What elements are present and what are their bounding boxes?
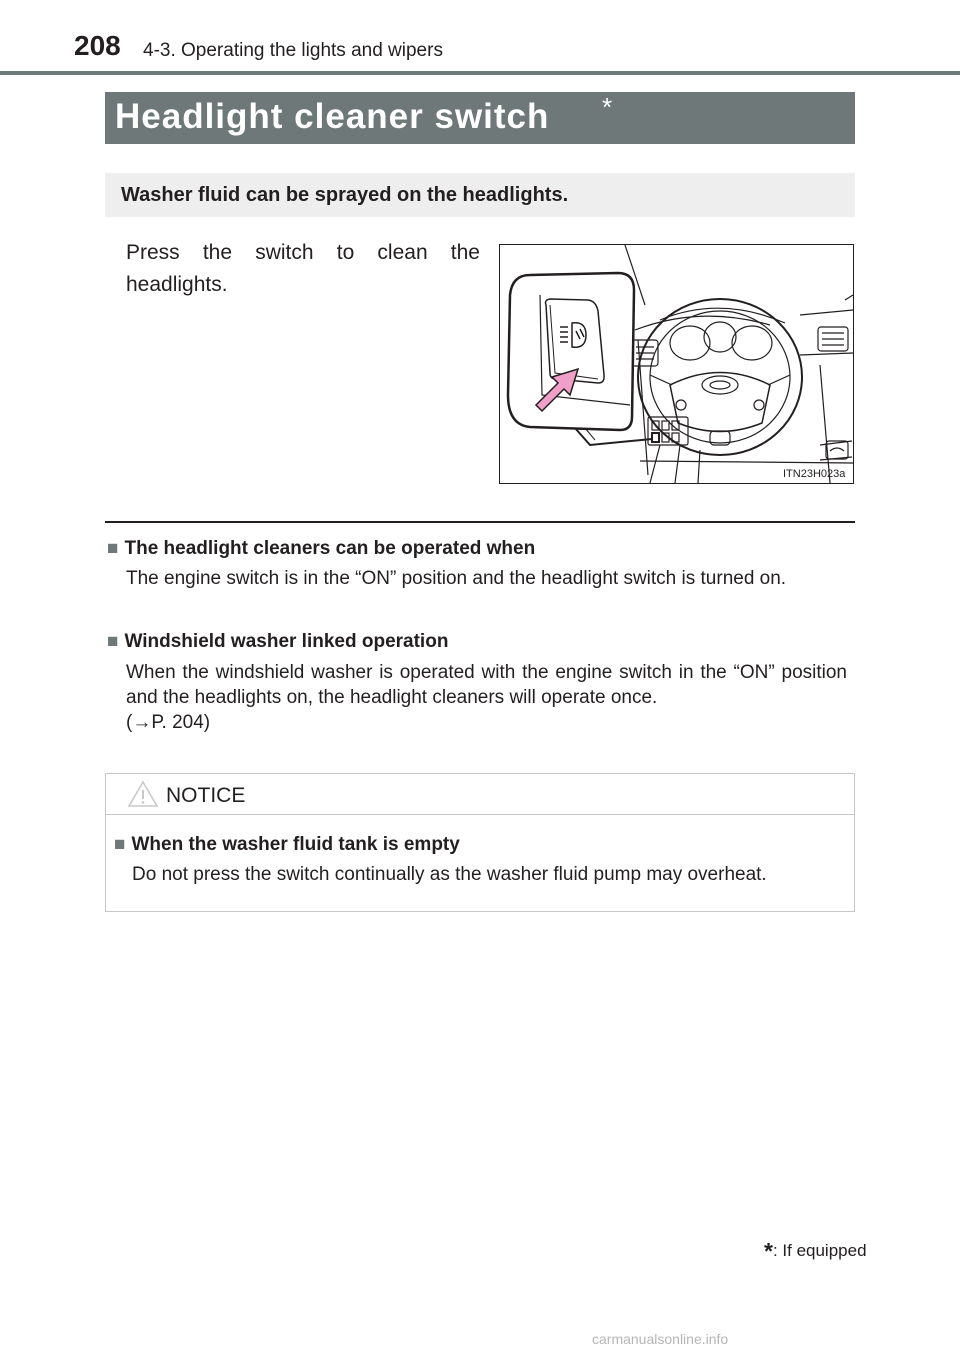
item-heading-operated-when [107, 538, 535, 560]
square-bullet-icon: ■ [107, 631, 119, 652]
square-bullet-icon: ■ [107, 538, 119, 559]
footnote-asterisk-mark: * [764, 1238, 773, 1264]
notice-header [106, 774, 854, 815]
page-title: Headlight cleaner switch [115, 97, 550, 136]
title-bar [105, 92, 855, 144]
notice-item-heading [114, 834, 460, 856]
item-heading-linked-operation [107, 631, 448, 653]
item-body-operated-when: The engine switch is in the “ON” position and the headlight switch is turned on. [126, 568, 787, 589]
watermark: carmanualsonline.info [592, 1331, 729, 1347]
section-breadcrumb: 4-3. Operating the lights and wipers [143, 40, 443, 61]
dashboard-illustration [499, 244, 854, 484]
item-body-text: When the windshield washer is operated with the engine switch in the “ON” position and the headlights on, the headlight cleaners will operate once. [126, 662, 847, 708]
page-number: 208 [74, 30, 121, 61]
item-body-linked-operation [126, 660, 847, 735]
notice-box [105, 773, 855, 912]
warning-triangle-icon [127, 780, 159, 808]
section-divider [105, 521, 855, 523]
intro-text: Press the switch to clean the headlights. [126, 241, 480, 296]
subtitle-box [105, 173, 855, 217]
notice-item-body: Do not press the switch continually as the washer fluid pump may overheat. [132, 864, 767, 885]
item-heading-text: Windshield washer linked operation [124, 631, 449, 652]
notice-heading-text: When the washer fluid tank is empty [131, 834, 460, 855]
illustration-code: ITN23H023a [783, 468, 846, 480]
item-heading-text: The headlight cleaners can be operated when [124, 538, 536, 559]
header-rule [0, 71, 960, 75]
steering-wheel-illustration [500, 245, 853, 483]
footnote [764, 1240, 867, 1262]
title-asterisk-mark: * [602, 92, 613, 122]
footnote-text: : If equipped [772, 1241, 867, 1260]
page-reference-link[interactable]: (→P. 204) [126, 712, 211, 733]
notice-label: NOTICE [166, 784, 246, 807]
subtitle-text: Washer fluid can be sprayed on the headlights. [121, 184, 569, 206]
square-bullet-icon: ■ [114, 834, 126, 855]
